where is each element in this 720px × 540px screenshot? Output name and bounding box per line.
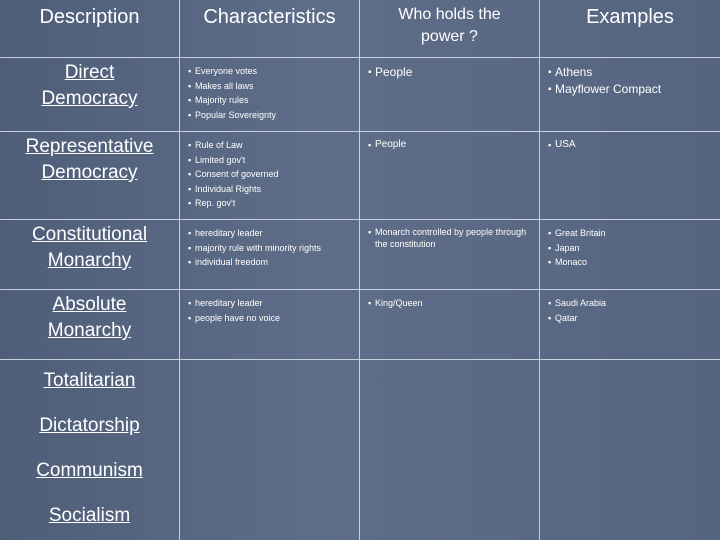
government-type-link[interactable]: Socialism <box>48 505 131 526</box>
list-item: ▪ Everyone votes <box>188 64 359 79</box>
government-type-link[interactable]: Communism <box>36 460 143 481</box>
power-cell <box>360 58 540 132</box>
other-governments-cell <box>0 360 180 540</box>
list-item: ▪ individual freedom <box>188 255 359 270</box>
list-item: ▪ Saudi Arabia <box>548 296 720 311</box>
government-type-link[interactable]: Constitutional Monarchy <box>31 224 148 271</box>
characteristics-cell <box>180 220 360 290</box>
empty-cell <box>360 360 540 540</box>
government-type-link[interactable]: Dictatorship <box>39 415 140 436</box>
power-list <box>360 220 539 250</box>
list-item: ▪ Monaco <box>548 255 720 270</box>
header-label: Who holds the power ? <box>398 6 501 45</box>
list-item: ▪ Japan <box>548 241 720 256</box>
government-type-link[interactable]: Direct Democracy <box>41 62 138 109</box>
list-item: ▪ King/Queen <box>368 296 539 311</box>
government-type-link[interactable]: Representative Democracy <box>25 136 154 183</box>
characteristics-cell <box>180 58 360 132</box>
list-item: ▪ hereditary leader <box>188 296 359 311</box>
list-item: ▪ People <box>368 138 539 153</box>
characteristics-list <box>180 132 359 211</box>
list-item: ▪ people have no voice <box>188 311 359 326</box>
government-type-link[interactable]: Totalitarian <box>43 370 136 391</box>
power-list <box>360 132 539 153</box>
list-item: ▪ Mayflower Compact <box>548 81 720 98</box>
examples-list <box>540 290 720 325</box>
list-item: ▪ Athens <box>548 64 720 81</box>
examples-cell <box>540 58 720 132</box>
government-type-link[interactable]: Absolute Monarchy <box>47 294 132 341</box>
list-item: ▪ USA <box>548 138 720 153</box>
header-label: Examples <box>586 6 674 28</box>
list-item: ▪ Makes all laws <box>188 79 359 94</box>
header-examples <box>540 0 720 58</box>
description-cell <box>0 290 180 360</box>
list-item: ▪ Individual Rights <box>188 182 359 197</box>
description-cell <box>0 220 180 290</box>
header-label: Description <box>39 6 140 28</box>
characteristics-cell <box>180 290 360 360</box>
list-item: ▪ Consent of governed <box>188 167 359 182</box>
characteristics-list <box>180 220 359 270</box>
list-item: ▪ majority rule with minority rights <box>188 241 359 256</box>
list-item: ▪ Great Britain <box>548 226 720 241</box>
description-cell <box>0 58 180 132</box>
power-cell <box>360 132 540 220</box>
header-power <box>360 0 540 58</box>
power-cell <box>360 220 540 290</box>
examples-cell <box>540 132 720 220</box>
power-cell <box>360 290 540 360</box>
power-list <box>360 58 539 81</box>
list-item: ▪ Majority rules <box>188 93 359 108</box>
examples-list <box>540 132 720 153</box>
examples-list <box>540 220 720 270</box>
list-item: ▪ Qatar <box>548 311 720 326</box>
list-item: ▪ Rule of Law <box>188 138 359 153</box>
examples-list <box>540 58 720 98</box>
list-item: ▪ People <box>368 64 539 81</box>
list-item: ▪ Rep. gov't <box>188 196 359 211</box>
examples-cell <box>540 220 720 290</box>
list-item: ▪ Popular Sovereignty <box>188 108 359 123</box>
characteristics-list <box>180 58 359 122</box>
characteristics-list <box>180 290 359 325</box>
power-list <box>360 290 539 311</box>
description-cell <box>0 132 180 220</box>
header-description <box>0 0 180 58</box>
characteristics-cell <box>180 132 360 220</box>
list-item: ▪ hereditary leader <box>188 226 359 241</box>
empty-cell <box>540 360 720 540</box>
examples-cell <box>540 290 720 360</box>
empty-cell <box>180 360 360 540</box>
list-item: ▪ Limited gov't <box>188 153 359 168</box>
header-label: Characteristics <box>203 6 336 28</box>
list-item: ▪ Monarch controlled by people through the constitution <box>368 226 535 250</box>
header-characteristics <box>180 0 360 58</box>
